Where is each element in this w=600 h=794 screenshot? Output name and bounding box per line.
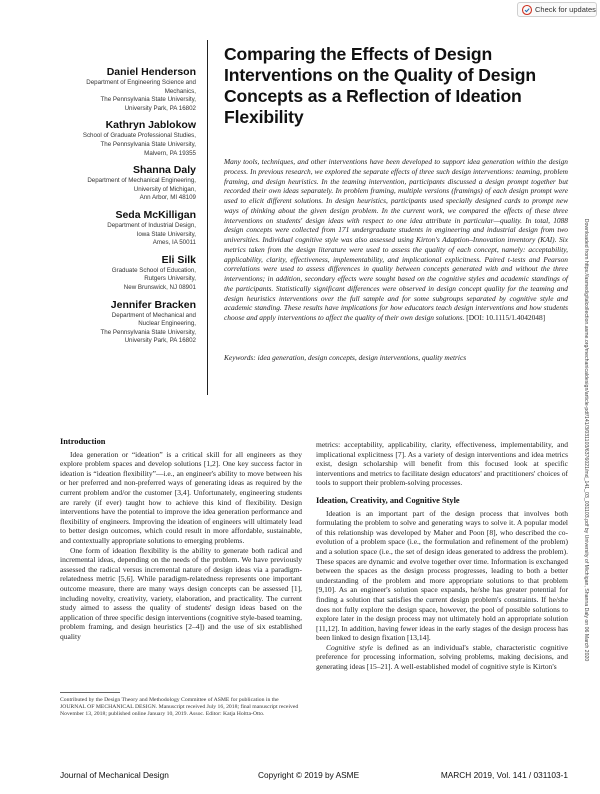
- author-affiliation-line: Mechanics,: [164, 87, 196, 95]
- author-name: Kathryn Jablokow: [105, 119, 196, 132]
- author-affiliation-line: Department of Mechanical and: [111, 311, 196, 319]
- left-column: [60, 437, 302, 641]
- cognitive-style-term: Cognitive style: [326, 642, 373, 652]
- right-paragraph-0: metrics: acceptability, applicability, clarity, effectiveness, implementability, and implicational explicitness [7]. As a variety of design interventions and idea metrics exist, design scholarship will benefit from this focused look at specific interventions and metrics to facilitate design educators' and practitioners' choices of tools to support their problem-solving processes.: [316, 440, 568, 488]
- author-affiliation-line: Graduate School of Education,: [111, 266, 196, 274]
- cognitive-style-text: is defined as an individual's stable, characteristic cognitive preference for processing information, solving problems, making decisions, and generating ideas [15–21]. A well-established model of cognitive style is Kirton's: [316, 642, 568, 672]
- author-affiliation-line: Iowa State University,: [136, 230, 196, 238]
- author-affiliation-line: University Park, PA 16802: [124, 337, 196, 345]
- ideation-paragraph-1: Ideation is an important part of the design process that involves both formulating the problem to solve and generating ways to solve it. A popular model of this relationship was developed by Maher and Poon [8], who described the co-evolution of a problem space (i.e., the formulation and refinement of the problem) and a solution space (i.e., the set of design ideas generated to address the problem). These spaces are dynamic and evolve together over time. Information is exchanged between the spaces as the design process progresses, leading to both a better understanding of the problem and more appropriate solutions to that problem [9,10]. As an engineer's solution space expands, he/she has greater potential for finding a solution that satisfies the current design problem's constraints. If he/she does not fully explore the design space, however, the pool of possible solutions to explore later in the design process may not ultimately hold an appropriate solution [11,12]. In addition, having fewer ideas in the early stages of the design process has been linked to design fixation [13,14].: [316, 508, 568, 643]
- author-list: [60, 66, 196, 352]
- author-affiliation-line: Ann Arbor, MI 48109: [139, 194, 196, 202]
- author-name: Jennifer Bracken: [110, 298, 196, 311]
- footer-copyright: Copyright © 2019 by ASME: [258, 770, 360, 780]
- author-affiliation-line: The Pennsylvania State University,: [100, 140, 196, 148]
- download-notice: Downloaded from https://asmedigitalcollection.asme.org/mechanicaldesign/article-pdf/141/3/031103/6376021/md_141_03_031103.pdf by University of Michigan, Shanna Daly on 06 March 2020: [583, 218, 589, 662]
- author-block: [60, 254, 196, 293]
- author-block: [60, 164, 196, 203]
- header-divider: [207, 40, 208, 395]
- abstract: [224, 157, 568, 323]
- ideation-heading: Ideation, Creativity, and Cognitive Style: [316, 495, 460, 505]
- author-name: Shanna Daly: [132, 164, 196, 177]
- author-affiliation-line: University of Michigan,: [133, 185, 196, 193]
- author-block: [60, 66, 196, 113]
- download-sidebar: [581, 160, 591, 720]
- author-affiliation-line: Ames, IA 50011: [152, 239, 196, 247]
- paper-title: Comparing the Effects of Design Interventions on the Quality of Design Concepts as a Reflection of Ideation Flexibility: [224, 44, 536, 127]
- ideation-paragraph-2: [316, 643, 568, 672]
- author-name: Daniel Henderson: [106, 66, 196, 78]
- footnote: Contributed by the Design Theory and Methodology Committee of ASME for publication in the JOURNAL OF MECHANICAL DESIGN. Manuscript received July 16, 2018; final manuscript received November 13, 2018; published online January 10, 2019. Assoc. Editor: Katja Holtta-Otto.: [60, 697, 299, 718]
- doi-link[interactable]: [DOI: 10.1115/1.4042048]: [466, 313, 546, 322]
- author-block: [60, 209, 196, 248]
- abstract-text: Many tools, techniques, and other interventions have been developed to support idea generation within the design process. In previous research, we explored the separate effects of three such design interventions: teaming, problem framing, and design heuristics. In the teaming intervention, participants discussed a design prompt together but recorded their own ideas separately. In problem framing, multiple versions (framings) of each design prompt were used to elicit different solutions. In design heuristics, participants used specially designed cards to prompt new ways of thinking about the given design problem. In the current work, we compared the effects of these three interventions on students' design ideas with respect to one idea attribute in particular—quality. In total, 1088 design concepts were collected from 171 undergraduate students in engineering and industrial design from two universities. Individual cognitive style was also assessed using Kirton's Adaption–Innovation inventory (KAI). Six metrics taken from the design literature were used to assess the quality of each concept, namely: acceptability, applicability, clarity, effectiveness, implementability, and implicational explicitness. Paired t-tests and Pearson correlations were used to assess differences in quality between concepts generated with and without the three interventions; in addition, secondary effects were sought based on the cognitive styles and academic standings of the participants. Statistically significant differences were observed in design concept quality for the teaming and design heuristics interventions over the full sample and for some subgroups separated by cognitive style and academic standing. These results have implications for how educators teach design interventions and how students choose and apply interventions to affect the quality of their own design solutions.: [224, 157, 568, 322]
- author-affiliation-line: Department of Industrial Design,: [107, 221, 196, 229]
- author-name: Seda McKilligan: [115, 208, 196, 221]
- author-affiliation-line: Nuclear Engineering,: [138, 320, 196, 328]
- intro-paragraph-1: Idea generation or “ideation” is a critical skill for all engineers as they explore problem spaces and develop solutions [1,2]. One key success factor in ideation is “ideation flexibility”—i.e., an engineer's ability to move between his or her preferred and non-preferred ways of generating ideas as required by the current problem and/or the customer [3,4]. Unfortunately, engineering students are rarely (if ever) taught how to achieve this kind of flexibility. Design interventions have the potential to improve the idea generation performance and flexibility of engineers. Improving the ideation of engineers will ultimately lead to better design outcomes, which could result in more affordable, sustainable, and contextually appropriate solutions to emerging problems.: [60, 449, 302, 545]
- author-block: [60, 299, 196, 346]
- right-column: [316, 440, 568, 672]
- author-affiliation-line: The Pennsylvania State University,: [100, 328, 196, 336]
- author-name: Eli Silk: [161, 253, 196, 266]
- author-affiliation-line: Department of Engineering Science and: [86, 79, 196, 86]
- footer-journal: Journal of Mechanical Design: [60, 770, 169, 780]
- keywords: Keywords: idea generation, design concepts, design interventions, quality metrics: [224, 353, 467, 362]
- author-block: [60, 119, 196, 158]
- check-updates-icon: [522, 5, 532, 15]
- author-affiliation-line: The Pennsylvania State University,: [100, 96, 196, 104]
- author-affiliation-line: University Park, PA 16802: [124, 104, 196, 112]
- author-affiliation-line: School of Graduate Professional Studies,: [82, 132, 196, 140]
- intro-paragraph-2: One form of ideation flexibility is the ability to generate both radical and incremental ideas, depending on the needs of the problem. We have previously assessed the radical versus incremental nature of design ideas via a paradigm-relatedness metric [5,6]. While paradigm-relatedness represents one important outcome measure, there are many ways design concepts can be assessed [1], including novelty, creativity, variety, elaboration, and practicality. The current study aimed to assess the quality of students' design ideas based on the application of three specific design interventions (cognitive style-based teaming, problem framing, and design heuristics [2–4]) and the use of six established quality: [60, 545, 302, 641]
- check-for-updates-button[interactable]: [517, 2, 597, 17]
- author-affiliation-line: Malvern, PA 19355: [144, 149, 196, 157]
- author-affiliation-line: Rutgers University,: [144, 275, 196, 283]
- footer-issue: MARCH 2019, Vol. 141 / 031103-1: [440, 770, 568, 780]
- check-updates-label: Check for updates: [535, 5, 596, 14]
- author-affiliation-line: New Brunswick, NJ 08901: [123, 283, 196, 291]
- footnote-rule: [60, 692, 120, 693]
- intro-heading: Introduction: [60, 437, 106, 446]
- author-affiliation-line: Department of Mechanical Engineering,: [87, 177, 196, 185]
